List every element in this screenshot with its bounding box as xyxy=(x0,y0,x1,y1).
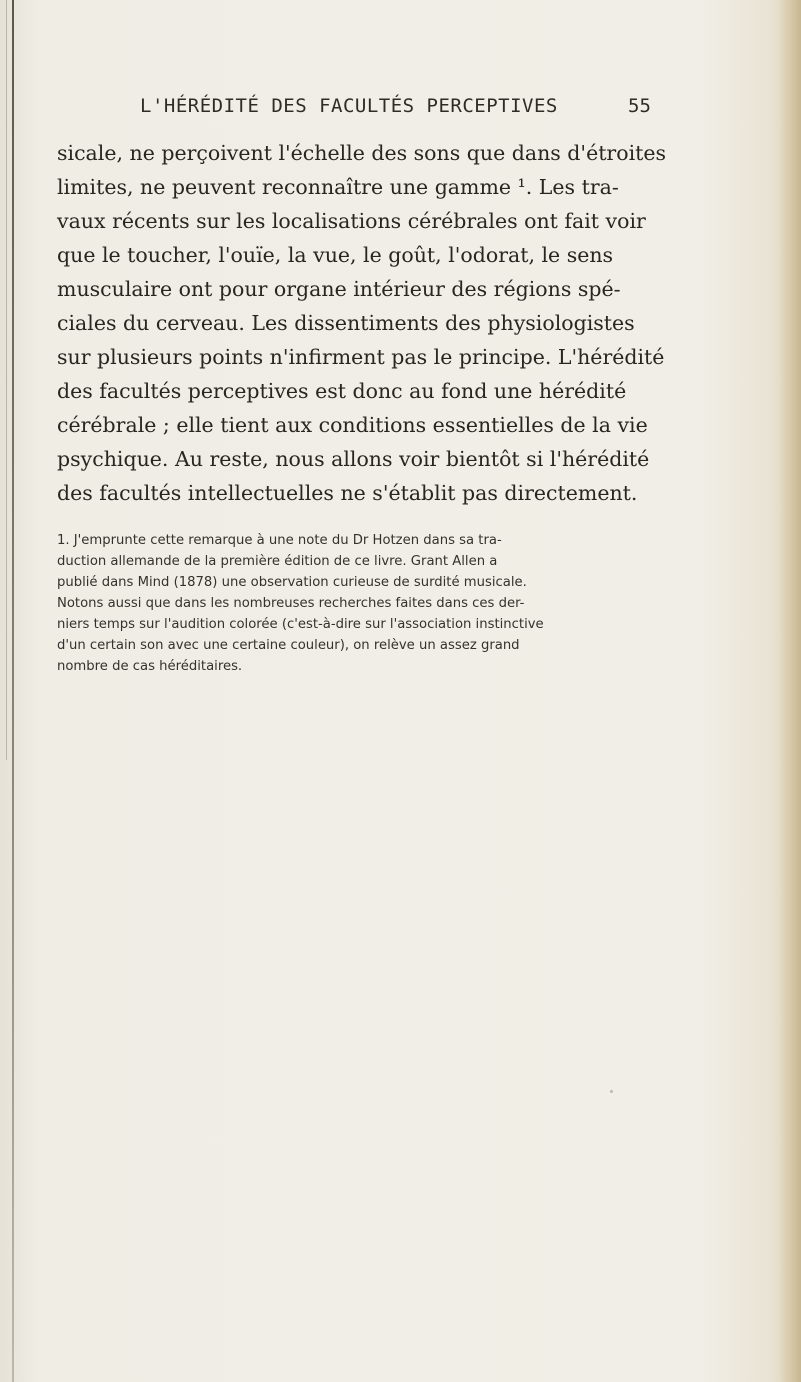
page-number: 55 xyxy=(628,95,651,117)
text-line: que le toucher, l'ouïe, la vue, le goût, l'odorat, le sens xyxy=(57,243,614,267)
paper-speck xyxy=(610,1090,613,1093)
text-line: psychique. Au reste, nous allons voir bientôt si l'hérédité xyxy=(57,447,650,471)
footnote-line: publié dans Mind (1878) une observation curieuse de surdité musicale. xyxy=(57,575,527,590)
text-line: des facultés perceptives est donc au fond une hérédité xyxy=(57,379,627,403)
text-line: des facultés intellectuelles ne s'établit pas directement. xyxy=(57,481,638,505)
page-edge-stain xyxy=(779,0,801,1382)
footnote-line: Notons aussi que dans les nombreuses recherches faites dans ces der- xyxy=(57,596,525,611)
footnote-line: d'un certain son avec une certaine couleur), on relève un assez grand xyxy=(57,638,520,653)
text-line: vaux récents sur les localisations cérébrales ont fait voir xyxy=(57,209,646,233)
binding-shadow xyxy=(6,0,7,760)
footnote-line: duction allemande de la première édition de ce livre. Grant Allen a xyxy=(57,554,498,569)
text-line: ciales du cerveau. Les dissentiments des physiologistes xyxy=(57,311,635,335)
text-line: limites, ne peuvent reconnaître une gamme ¹. Les tra- xyxy=(57,175,619,199)
body-paragraph xyxy=(57,136,667,510)
text-line: musculaire ont pour organe intérieur des régions spé- xyxy=(57,277,621,301)
text-line: cérébrale ; elle tient aux conditions essentielles de la vie xyxy=(57,413,648,437)
text-line: sur plusieurs points n'infirment pas le principe. L'hérédité xyxy=(57,345,665,369)
footnote-line: 1. J'emprunte cette remarque à une note du Dr Hotzen dans sa tra- xyxy=(57,533,502,548)
binding-edge xyxy=(12,0,14,1382)
footnote-line: niers temps sur l'audition colorée (c'est-à-dire sur l'association instinctive xyxy=(57,617,544,632)
text-line: sicale, ne perçoivent l'échelle des sons que dans d'étroites xyxy=(57,141,667,165)
running-title: L'HÉRÉDITÉ DES FACULTÉS PERCEPTIVES xyxy=(140,95,558,117)
footnote-line: nombre de cas héréditaires. xyxy=(57,659,243,674)
footnote xyxy=(57,530,657,677)
